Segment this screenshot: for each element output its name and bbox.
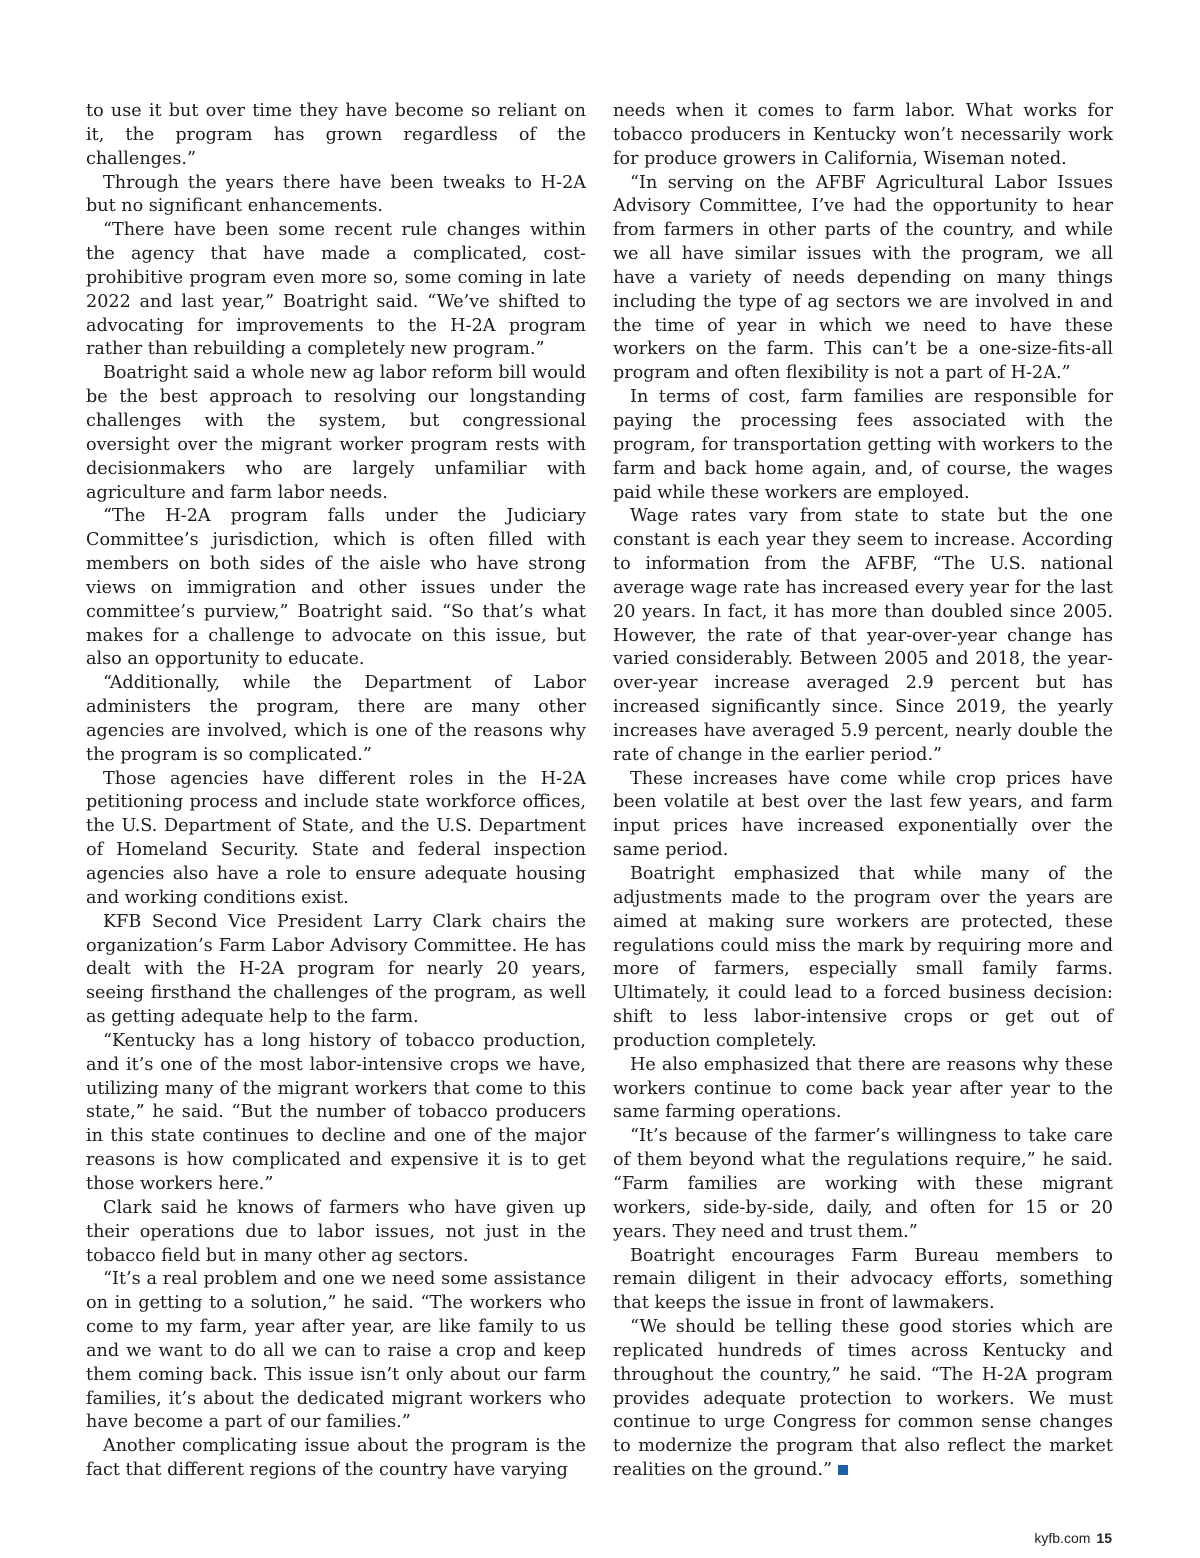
paragraph: “It’s because of the farmer’s willingness to take care of them beyond what the regulations require,” he said. “Farm families are working with these migrant workers, side-by-side, daily, and often for 15 or 20 years. They need and trust them.” — [613, 1126, 1113, 1242]
paragraph: “The H-2A program falls under the Judiciary Committee’s jurisdiction, which is often filled with members on both sides of the aisle who have strong views on immigration and other issues under the committee’s purview,” Boatright said. “So that’s what makes for a challenge to advocate on this issue, but also an opportunity to educate. — [86, 506, 586, 670]
paragraph: Another complicating issue about the program is the fact that different regions of the country have varying — [86, 1436, 586, 1481]
paragraph: Wage rates vary from state to state but the one constant is each year they seem to increase. According to information from the AFBF, “The U.S. national average wage rate has increased every year for the last 20 years. In fact, it has more than doubled since 2005. However, the rate of that year-over-year change has varied considerably. Between 2005 and 2018, the year-over-year increase averaged 2.9 percent but has increased significantly since. Since 2019, the yearly increases have averaged 5.9 percent, nearly double the rate of change in the earlier period.” — [613, 506, 1113, 765]
paragraph: KFB Second Vice President Larry Clark chairs the organization’s Farm Labor Advisory Committee. He has dealt with the H-2A program for nearly 20 years, seeing firsthand the challenges of the program, as well as getting adequate help to the farm. — [86, 911, 586, 1028]
end-of-article-square-icon — [838, 1465, 848, 1475]
paragraph: “There have been some recent rule changes within the agency that have made a complicated, cost-prohibitive program even more so, some coming in late 2022 and last year,” Boatright said. “We’ve shifted to advocating for improvements to the H-2A program rather than rebuilding a completely new program.” — [86, 220, 586, 360]
paragraph: Clark said he knows of farmers who have given up their operations due to labor issues, not just in the tobacco field but in many other ag sectors. — [86, 1197, 586, 1266]
paragraph: “Kentucky has a long history of tobacco production, and it’s one of the most labor-intensive crops we have, utilizing many of the migrant workers that come to this state,” he said. “But the number of tobacco producers in this state continues to decline and one of the major reasons is how complicated and expensive it is to get those workers here.” — [86, 1030, 586, 1194]
paragraph: “Additionally, while the Department of Labor administers the program, there are many other agencies are involved, which is one of the reasons why the program is so complicated.” — [86, 673, 586, 765]
paragraph-final-text: “We should be telling these good stories which are replicated hundreds of times across Kentucky and throughout the country,” he said. “The H-2A program provides adequate protection to workers. We must continue to urge Congress for common sense changes to modernize the program that also reflect the market realities on the ground.” — [613, 1317, 1113, 1481]
paragraph: “It’s a real problem and one we need some assistance on in getting to a solution,” he said. “The workers who come to my farm, year after year, are like family to us and we want to do all we can to raise a crop and keep them coming back. This issue isn’t only about our farm families, it’s about the dedicated migrant workers who have become a part of our families.” — [86, 1269, 586, 1433]
page-footer — [1034, 1530, 1112, 1546]
paragraph: to use it but over time they have become so reliant on it, the program has grown regardless of the challenges.” — [86, 101, 586, 169]
paragraph: These increases have come while crop prices have been volatile at best over the last few years, and farm input prices have increased exponentially over the same period. — [613, 768, 1113, 861]
paragraph: Boatright said a whole new ag labor reform bill would be the best approach to resolving our longstanding challenges with the system, but congressional oversight over the migrant worker program rests with decisionmakers who are largely unfamiliar with agriculture and farm labor needs. — [86, 363, 587, 503]
article-column-right — [613, 100, 1113, 1483]
paragraph: He also emphasized that there are reasons why these workers continue to come back year after year to the same farming operations. — [613, 1054, 1113, 1123]
paragraph: In terms of cost, farm families are responsible for paying the processing fees associated with the program, for transportation getting with workers to the farm and back home again, and, of course, the wages paid while these workers are employed. — [613, 387, 1113, 503]
footer-site: kyfb.com — [1034, 1530, 1091, 1546]
article-column-left — [86, 100, 586, 1483]
paragraph: Through the years there have been tweaks to H-2A but no significant enhancements. — [86, 172, 586, 217]
paragraph: needs when it comes to farm labor. What works for tobacco producers in Kentucky won’t necessarily work for produce growers in California, Wiseman noted. — [613, 101, 1113, 169]
paragraph-final — [613, 1316, 1113, 1483]
page-number: 15 — [1096, 1530, 1112, 1546]
paragraph: Those agencies have different roles in the H-2A petitioning process and include state workforce offices, the U.S. Department of State, and the U.S. Department of Homeland Security. State and federal inspection agencies also have a role to ensure adequate housing and working conditions exist. — [86, 768, 586, 908]
paragraph: Boatright encourages Farm Bureau members to remain diligent in their advocacy efforts, something that keeps the issue in front of lawmakers. — [613, 1245, 1113, 1314]
paragraph: Boatright emphasized that while many of the adjustments made to the program over the years are aimed at making sure workers are protected, these regulations could miss the mark by requiring more and more of farmers, especially small family farms. Ultimately, it could lead to a forced business decision: shift to less labor-intensive crops or get out of production completely. — [613, 864, 1113, 1051]
paragraph: “In serving on the AFBF Agricultural Labor Issues Advisory Committee, I’ve had the opportunity to hear from farmers in other parts of the country, and while we all have similar issues with the program, we all have a variety of needs depending on many things including the type of ag sectors we are involved in and the time of year in which we need to have these workers on the farm. This can’t be a one-size-fits-all program and often flexibility is not a part of H-2A.” — [613, 172, 1113, 384]
